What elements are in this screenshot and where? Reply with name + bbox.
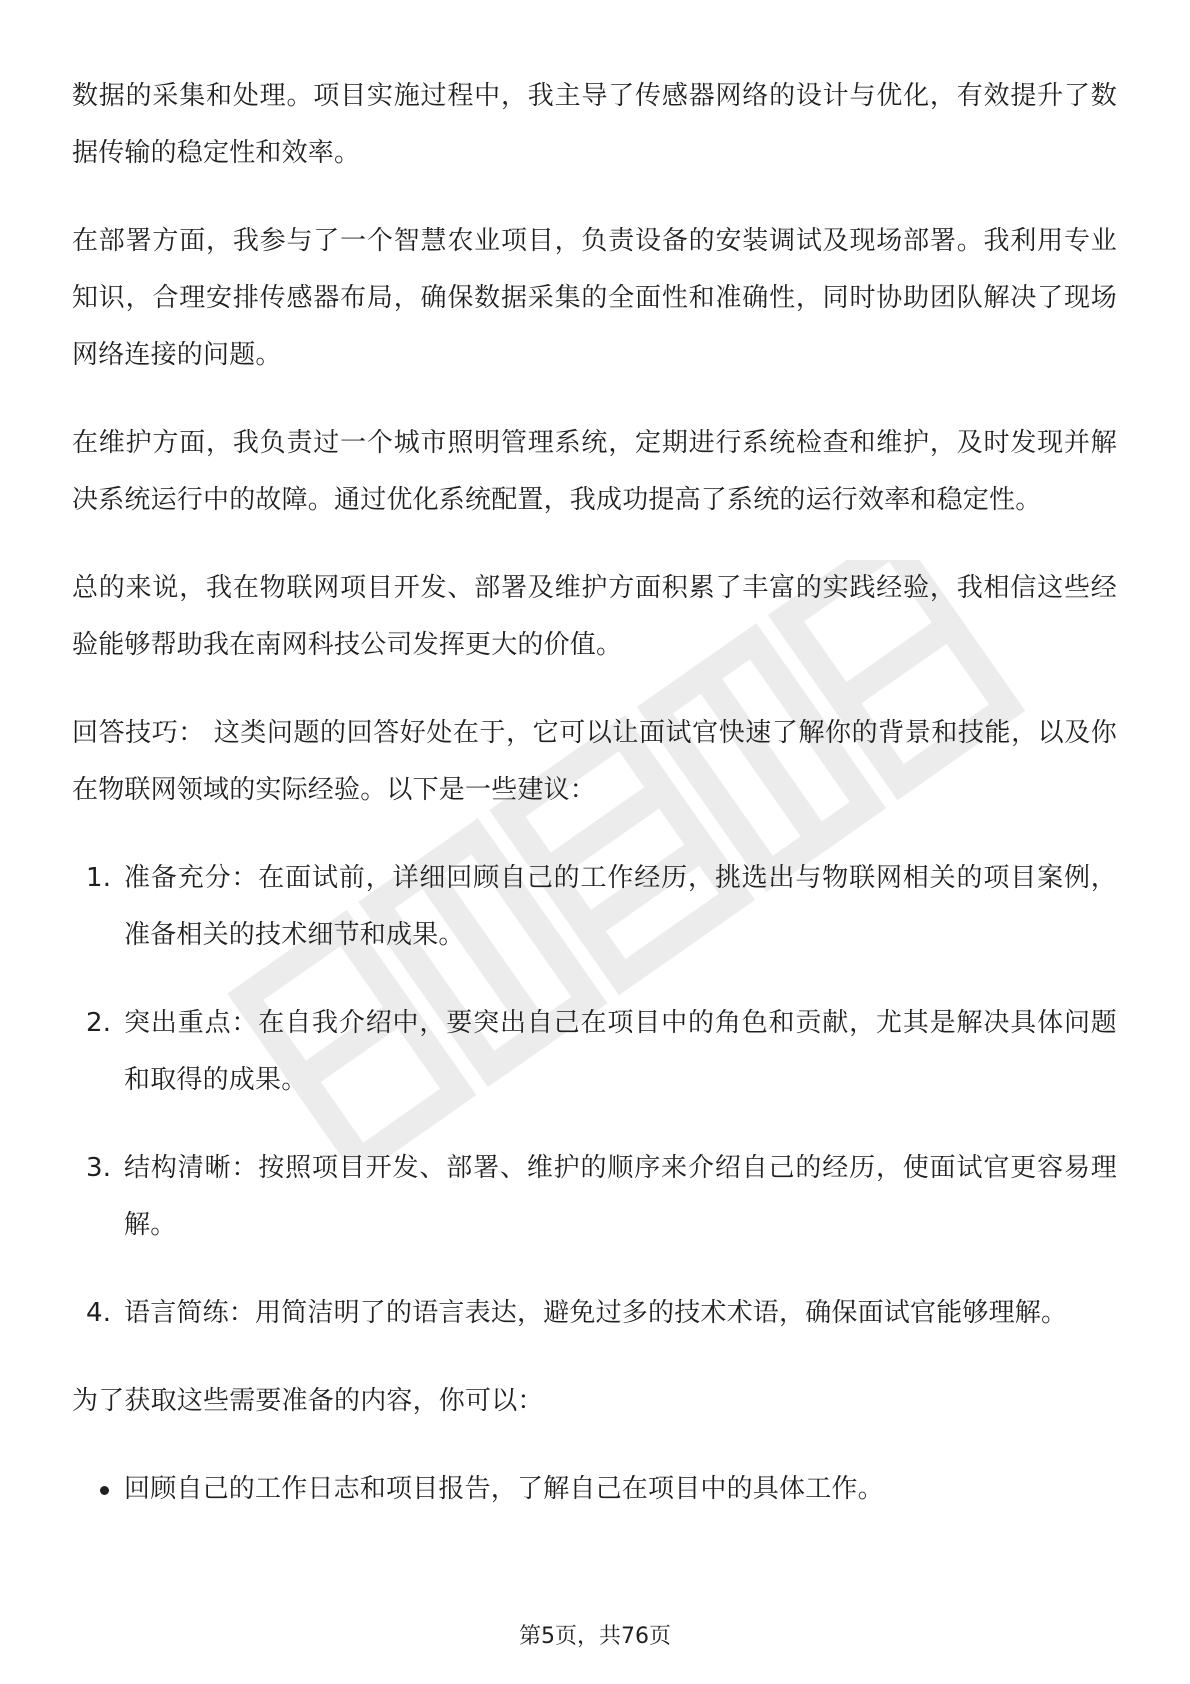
- tips-list: [72, 850, 1117, 1342]
- list-item: [72, 995, 1117, 1109]
- list-item-text: 回顾自己的工作日志和项目报告，了解自己在项目中的具体工作。: [124, 1474, 884, 1504]
- list-item: [72, 1140, 1117, 1254]
- list-item-text: 准备充分：在面试前，详细回顾自己的工作经历，挑选出与物联网相关的项目案例，准备相关的技术细节和成果。: [124, 863, 1117, 950]
- list-item-text: 结构清晰：按照项目开发、部署、维护的顺序来介绍自己的经历，使面试官更容易理解。: [124, 1153, 1117, 1240]
- answer-tips-paragraph: 回答技巧： 这类问题的回答好处在于，它可以让面试官快速了解你的背景和技能，以及你在物联网领域的实际经验。以下是一些建议：: [72, 718, 1118, 805]
- list-item-text: 突出重点：在自我介绍中，要突出自己在项目中的角色和贡献，尤其是解决具体问题和取得的成果。: [124, 1008, 1117, 1095]
- list-number: 2.: [86, 1008, 112, 1038]
- paragraph: 在维护方面，我负责过一个城市照明管理系统，定期进行系统检查和维护，及时发现并解决系统运行中的故障。通过优化系统配置，我成功提高了系统的运行效率和稳定性。: [72, 428, 1117, 515]
- list-number: 4.: [86, 1298, 112, 1328]
- list-item-text: 语言简练：用简洁明了的语言表达，避免过多的技术术语，确保面试官能够理解。: [124, 1298, 1068, 1328]
- page-footer: 第5页，共76页: [519, 1624, 671, 1649]
- paragraph: 总的来说，我在物联网项目开发、部署及维护方面积累了丰富的实践经验，我相信这些经验能够帮助我在南网科技公司发挥更大的价值。: [72, 573, 1117, 660]
- list-item: [72, 850, 1117, 964]
- bullet-icon: [100, 1486, 109, 1495]
- prep-list: [72, 1461, 1117, 1518]
- document-body: [72, 68, 1117, 1518]
- list-item: [72, 1285, 1117, 1342]
- paragraph: 为了获取这些需要准备的内容，你可以：: [72, 1386, 544, 1416]
- paragraph: 在部署方面，我参与了一个智慧农业项目，负责设备的安装调试及现场部署。我利用专业知识，合理安排传感器布局，确保数据采集的全面性和准确性，同时协助团队解决了现场网络连接的问题。: [72, 226, 1117, 370]
- paragraph: 数据的采集和处理。项目实施过程中，我主导了传感器网络的设计与优化，有效提升了数据传输的稳定性和效率。: [72, 81, 1117, 168]
- list-number: 3.: [86, 1153, 112, 1183]
- list-number: 1.: [86, 863, 112, 893]
- list-item: [72, 1461, 1117, 1518]
